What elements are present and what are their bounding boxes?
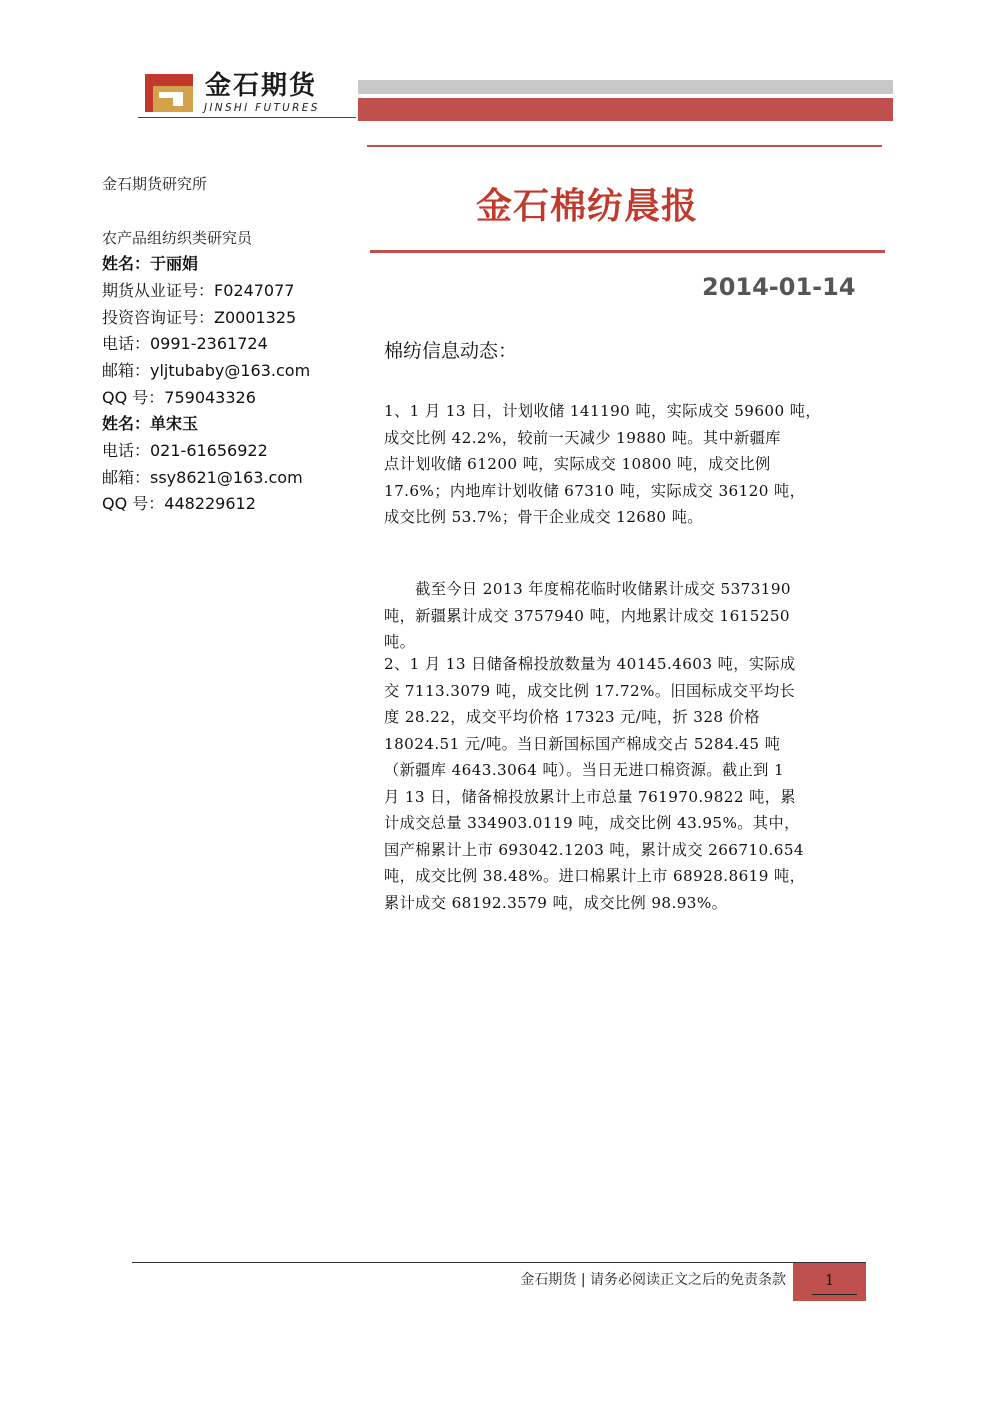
paragraph-line: 2、1 月 13 日储备棉投放数量为 40145.4603 吨，实际成 xyxy=(384,655,796,673)
paragraph-line: 国产棉累计上市 693042.1203 吨，累计成交 266710.654 xyxy=(384,840,804,859)
paragraph-line: 1、1 月 13 日，计划收储 141190 吨，实际成交 59600 吨， xyxy=(384,402,821,420)
footer-rule xyxy=(132,1262,866,1263)
paragraph-line: 17.6%；内地库计划收储 67310 吨，实际成交 36120 吨， xyxy=(384,481,806,500)
paragraph-line: 累计成交 68192.3579 吨，成交比例 98.93%。 xyxy=(384,893,728,912)
analyst-1-email: 邮箱：yljtubaby@163.com xyxy=(102,361,311,380)
paragraph-line: 度 28.22，成交平均价格 17323 元/吨，折 328 价格 xyxy=(384,708,760,726)
paragraph-line: 吨。 xyxy=(384,633,416,651)
paragraph-line: 月 13 日，储备棉投放累计上市总量 761970.9822 吨，累 xyxy=(384,787,796,806)
paragraph-line: 吨，新疆累计成交 3757940 吨，内地累计成交 1615250 xyxy=(384,606,790,625)
paragraph-line: 点计划收储 61200 吨，实际成交 10800 吨，成交比例 xyxy=(384,455,771,473)
title-rule-top xyxy=(367,145,882,147)
analyst-2-phone: 电话：021-61656922 xyxy=(102,441,268,460)
paragraph-line: 吨，成交比例 38.48%。进口棉累计上市 68928.8619 吨， xyxy=(384,867,806,885)
paragraph-line: 交 7113.3079 吨，成交比例 17.72%。旧国标成交平均长 xyxy=(384,681,796,700)
analyst-2-email: 邮箱：ssy8621@163.com xyxy=(102,468,303,487)
paragraph-line: 成交比例 42.2%，较前一天减少 19880 吨。其中新疆库 xyxy=(384,428,781,447)
paragraph-3 xyxy=(384,651,862,916)
analyst-1-futures-cert: 期货从业证号：F0247077 xyxy=(102,281,295,300)
analyst-1-qq: QQ 号：759043326 xyxy=(102,388,256,407)
header-gray-bar xyxy=(358,80,893,94)
analyst-1-phone: 电话：0991-2361724 xyxy=(102,334,268,353)
page-number: 1 xyxy=(824,1271,835,1289)
paragraph-line: 截至今日 2013 年度棉花临时收储累计成交 5373190 xyxy=(384,580,791,598)
logo-underline xyxy=(138,117,356,118)
title-rule-bottom xyxy=(370,250,885,253)
report-date: 2014-01-14 xyxy=(702,273,856,301)
analyst-2-qq: QQ 号：448229612 xyxy=(102,494,256,513)
header-red-bar xyxy=(358,98,893,121)
paragraph-2 xyxy=(384,576,862,656)
section-title: 棉纺信息动态： xyxy=(384,340,518,362)
company-logo-mark xyxy=(143,72,195,114)
paragraph-1 xyxy=(384,398,862,531)
research-group: 农产品组纺织类研究员 xyxy=(102,229,253,247)
logo-text-en: JINSHI FUTURES xyxy=(204,102,320,114)
paragraph-line: 18024.51 元/吨。当日新国标国产棉成交占 5284.45 吨 xyxy=(384,734,781,753)
paragraph-line: （新疆库 4643.3064 吨）。当日无进口棉资源。截止到 1 xyxy=(384,761,785,779)
footer-disclaimer: 金石期货 | 请务必阅读正文之后的免责条款 xyxy=(520,1272,786,1288)
paragraph-line: 计成交总量 334903.0119 吨，成交比例 43.95%。其中， xyxy=(384,814,800,832)
analyst-1-consult-cert: 投资咨询证号：Z0001325 xyxy=(102,308,297,327)
analyst-1-name: 姓名：于丽娟 xyxy=(102,254,199,273)
page-number-underline xyxy=(812,1294,857,1295)
logo-text-cn: 金石期货 xyxy=(205,71,318,101)
institute-name: 金石期货研究所 xyxy=(102,175,208,193)
paragraph-line: 成交比例 53.7%；骨干企业成交 12680 吨。 xyxy=(384,508,703,526)
analyst-2-name: 姓名：单宋玉 xyxy=(102,414,199,433)
report-title: 金石棉纺晨报 xyxy=(475,186,698,227)
